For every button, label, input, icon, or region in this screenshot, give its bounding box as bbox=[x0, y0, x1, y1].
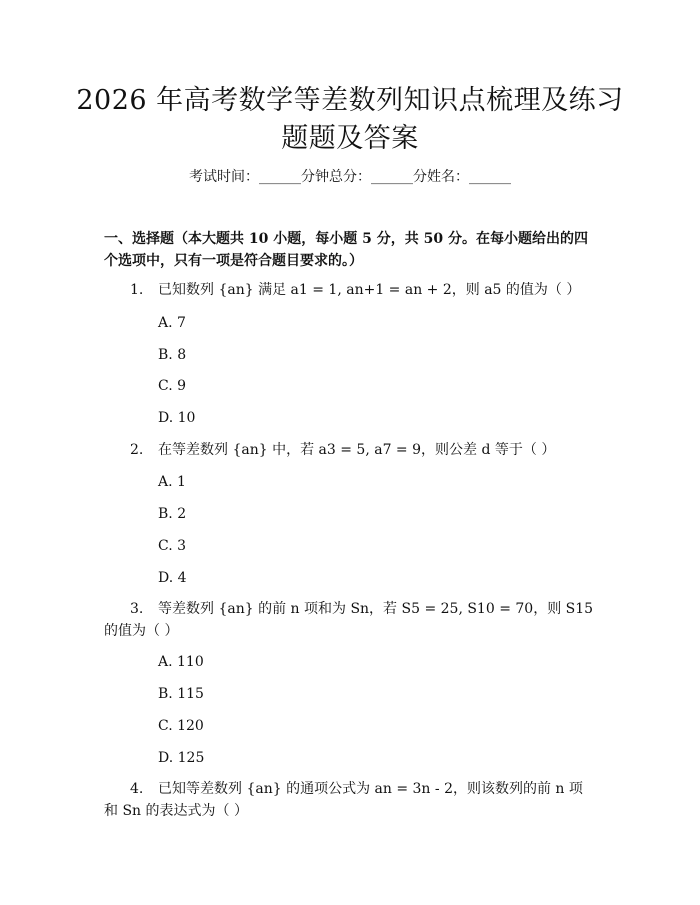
question-stem: 在等差数列 {an} 中，若 a3 = 5, a7 = 9，则公差 d 等于（ ） bbox=[158, 442, 556, 458]
question-1 bbox=[104, 279, 594, 301]
question-stem: 已知数列 {an} 满足 a1 = 1, an+1 = an + 2，则 a5 的值为（ ） bbox=[158, 282, 581, 298]
question-3 bbox=[104, 598, 594, 642]
name-label: 姓名：______ bbox=[427, 169, 511, 185]
exam-meta-line bbox=[0, 167, 700, 187]
question-1-option-c: C. 9 bbox=[158, 378, 187, 394]
question-1-option-d: D. 10 bbox=[158, 410, 196, 426]
question-1-option-a: A. 7 bbox=[158, 315, 186, 331]
question-number: 2. bbox=[130, 442, 144, 458]
question-2-option-d: D. 4 bbox=[158, 570, 187, 586]
total-score-label: 总分：______分 bbox=[329, 169, 427, 185]
exam-time-label: 考试时间：______分钟 bbox=[189, 169, 329, 185]
question-3-option-b: B. 115 bbox=[158, 686, 204, 702]
question-number: 1. bbox=[130, 282, 144, 298]
question-1-option-b: B. 8 bbox=[158, 347, 187, 363]
question-number: 4. bbox=[130, 781, 144, 797]
question-stem: 已知等差数列 {an} 的通项公式为 an = 3n - 2，则该数列的前 n 项和 Sn 的表达式为（ ） bbox=[104, 781, 583, 819]
question-stem: 等差数列 {an} 的前 n 项和为 Sn，若 S5 = 25, S10 = 70，则 S15 的值为（ ） bbox=[104, 601, 594, 639]
question-3-option-d: D. 125 bbox=[158, 750, 205, 766]
question-number: 3. bbox=[130, 601, 144, 617]
question-3-option-c: C. 120 bbox=[158, 718, 204, 734]
question-2-option-c: C. 3 bbox=[158, 538, 187, 554]
question-2-option-b: B. 2 bbox=[158, 506, 187, 522]
question-2 bbox=[104, 439, 594, 461]
question-4 bbox=[104, 778, 594, 822]
question-2-option-a: A. 1 bbox=[158, 474, 186, 490]
section-heading: 一、选择题（本大题共 10 小题，每小题 5 分，共 50 分。在每小题给出的四个选项中，只有一项是符合题目要求的。） bbox=[104, 231, 588, 269]
page-title-line-1: 2026 年高考数学等差数列知识点梳理及练习 bbox=[76, 85, 624, 116]
question-3-option-a: A. 110 bbox=[158, 654, 204, 670]
page-title-line-2: 题题及答案 bbox=[281, 123, 419, 154]
